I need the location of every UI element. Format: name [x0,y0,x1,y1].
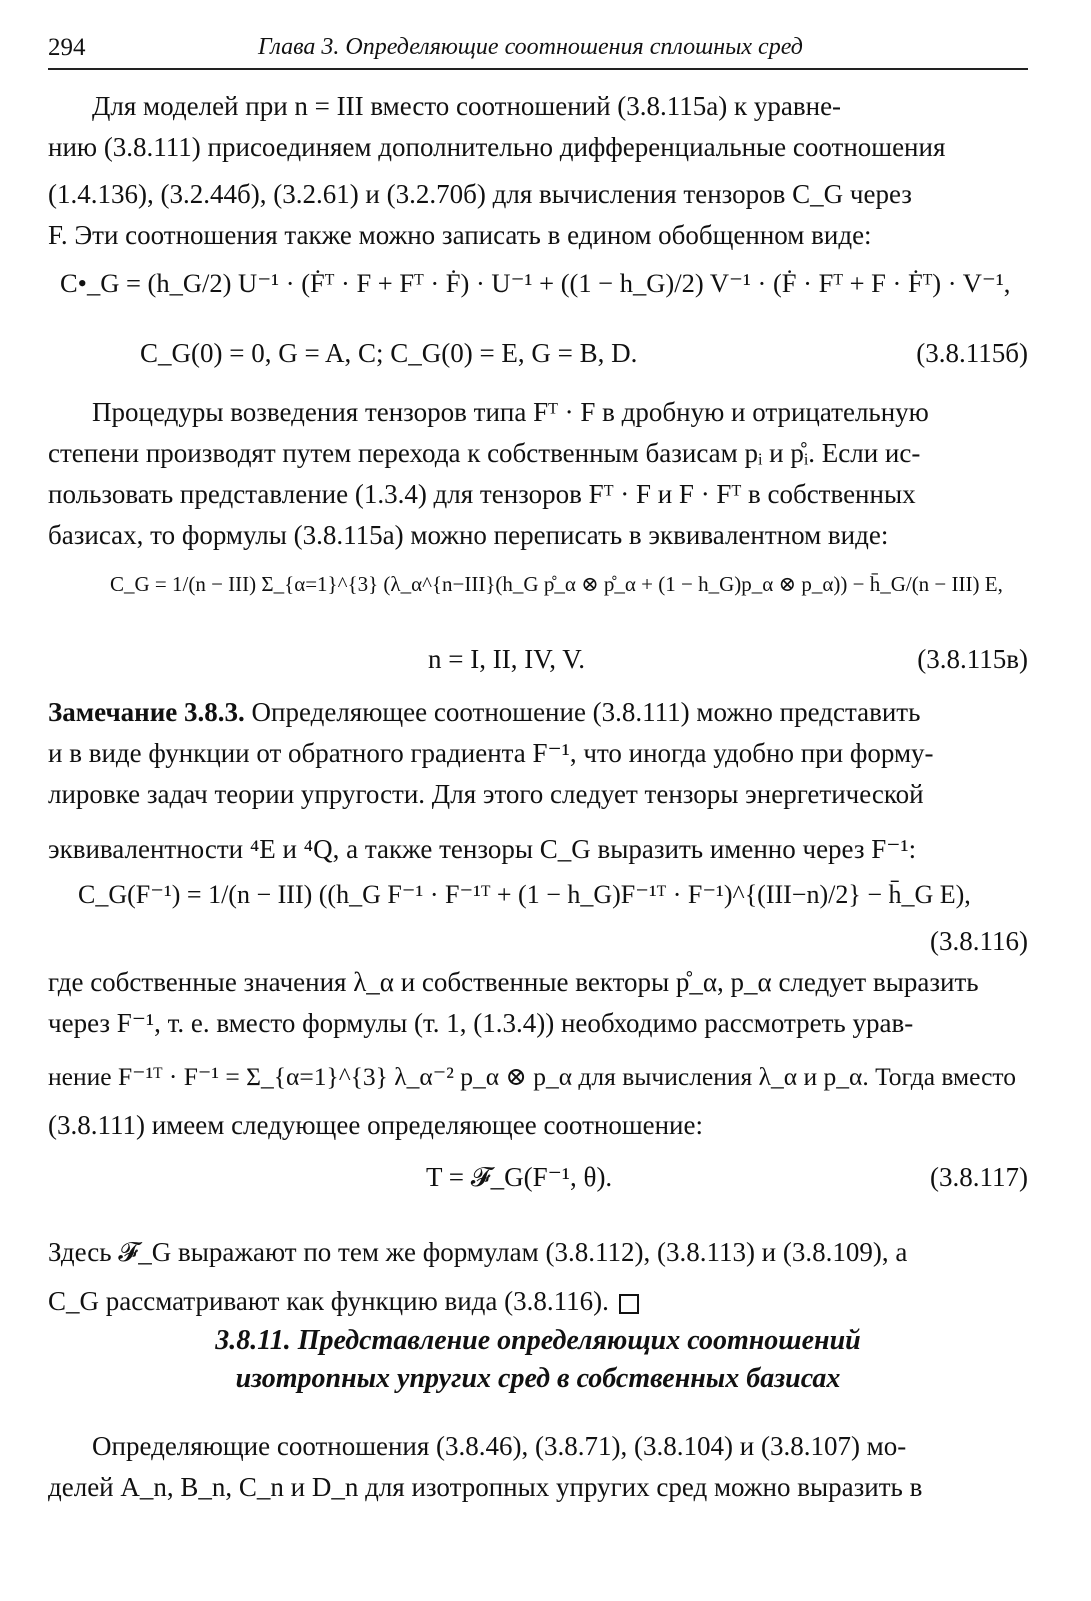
text-line: делей A_n, B_n, C_n и D_n для изотропных упругих сред можно выразить в [48,1472,923,1502]
text-line: эквивалентности ⁴E и ⁴Q, а также тензоры C_G выразить именно через F⁻¹: [48,834,917,864]
text-line: нию (3.8.111) присоединяем дополнительно дифференциальные соотношения [48,132,946,162]
text-line: степени производят путем перехода к собственным базисам pᵢ и p̊ᵢ. Если ис- [48,438,921,468]
equation-3-8-115v-line2: n = I, II, IV, V. [428,644,585,674]
equation-3-8-116-line1: C_G(F⁻¹) = 1/(n − III) ((h_G F⁻¹ · F⁻¹ᵀ + (1 − h_G)F⁻¹ᵀ · F⁻¹)^{(III−n)/2} − h̄_G E), [78,880,971,909]
text-line: где собственные значения λ_α и собственные векторы p̊_α, p_α следует выразить [48,967,979,997]
section-title-line2: изотропных упругих сред в собственных базисах [235,1363,841,1394]
text-line-content: C_G рассматривают как функцию вида (3.8.116). [48,1286,609,1316]
section-title-line1: 3.8.11. Представление определяющих соотношений [215,1325,861,1356]
text-line: Определяющие соотношения (3.8.46), (3.8.71), (3.8.104) и (3.8.107) мо- [92,1431,907,1461]
equation-number: (3.8.116) [930,926,1028,956]
paragraph-constitutive [48,1426,1028,1508]
text-line: Процедуры возведения тензоров типа Fᵀ · F в дробную и отрицательную [92,397,929,427]
text-line: (3.8.111) имеем следующее определяющее соотношение: [48,1110,703,1140]
text-line: лировке задач теории упругости. Для этого следует тензоры энергетической [48,779,924,809]
equation-3-8-115v-line1: C_G = 1/(n − III) Σ_{α=1}^{3} (λ_α^{n−III}(h_G p̊_α ⊗ p̊_α + (1 − h_G)p_α ⊗ p_α)) − h̄_G/(n − III) E, [110,572,1003,596]
remark-3-8-3 [48,692,1028,870]
text-line: нение F⁻¹ᵀ · F⁻¹ = Σ_{α=1}^{3} λ_α⁻² p_α ⊗ p_α для вычисления λ_α и p_α. Тогда вместо [48,1062,1016,1091]
text-line [48,1281,1028,1322]
running-title: Глава 3. Определяющие соотношения сплошных сред [258,34,803,60]
document-page [48,0,1028,1601]
equation-3-8-115b-line1: C•_G = (h_G/2) U⁻¹ · (Ḟᵀ · F + Fᵀ · Ḟ) · U⁻¹ + ((1 − h_G)/2) V⁻¹ · (Ḟ · Fᵀ + F · Ḟᵀ) · V⁻¹, [60,268,1011,298]
text-line: и в виде функции от обратного градиента F⁻¹, что иногда удобно при форму- [48,738,934,768]
text-line: (1.4.136), (3.2.44б), (3.2.61) и (3.2.70б) для вычисления тензоров C_G через [48,179,912,209]
paragraph-eigenvalues [48,962,1028,1146]
paragraph-procedures [48,392,1028,556]
equation-3-8-115b-line2: C_G(0) = 0, G = A, C; C_G(0) = E, G = B, D. [140,338,638,368]
text-line: базисах, то формулы (3.8.115а) можно переписать в эквивалентном виде: [48,520,889,550]
text-line: через F⁻¹, т. е. вместо формулы (т. 1, (1.3.4)) необходимо рассмотреть урав- [48,1008,914,1038]
equation-3-8-117-line1: T = 𝓕_G(F⁻¹, θ). [426,1162,613,1192]
equation-number: (3.8.115б) [916,338,1028,368]
equation-number: (3.8.115в) [917,644,1028,674]
text-line [48,692,1028,733]
paragraph-models-iii [48,86,1028,256]
header-divider [48,68,1028,70]
text-line: Для моделей при n = III вместо соотношений (3.8.115а) к уравне- [92,91,842,121]
qed-square-icon [619,1294,639,1314]
text-line: Здесь 𝓕_G выражают по тем же формулам (3.8.112), (3.8.113) и (3.8.109), а [48,1237,908,1267]
text-line: пользовать представление (1.3.4) для тензоров Fᵀ · F и F · Fᵀ в собственных [48,479,916,509]
section-title [48,1322,1028,1398]
remark-title: Замечание 3.8.3. [48,697,245,727]
equation-number: (3.8.117) [930,1162,1028,1192]
text-line: F. Эти соотношения также можно записать в едином обобщенном виде: [48,220,872,250]
page-number: 294 [48,34,86,61]
remark-text: Определяющее соотношение (3.8.111) можно представить [251,697,921,727]
paragraph-here [48,1232,1028,1322]
